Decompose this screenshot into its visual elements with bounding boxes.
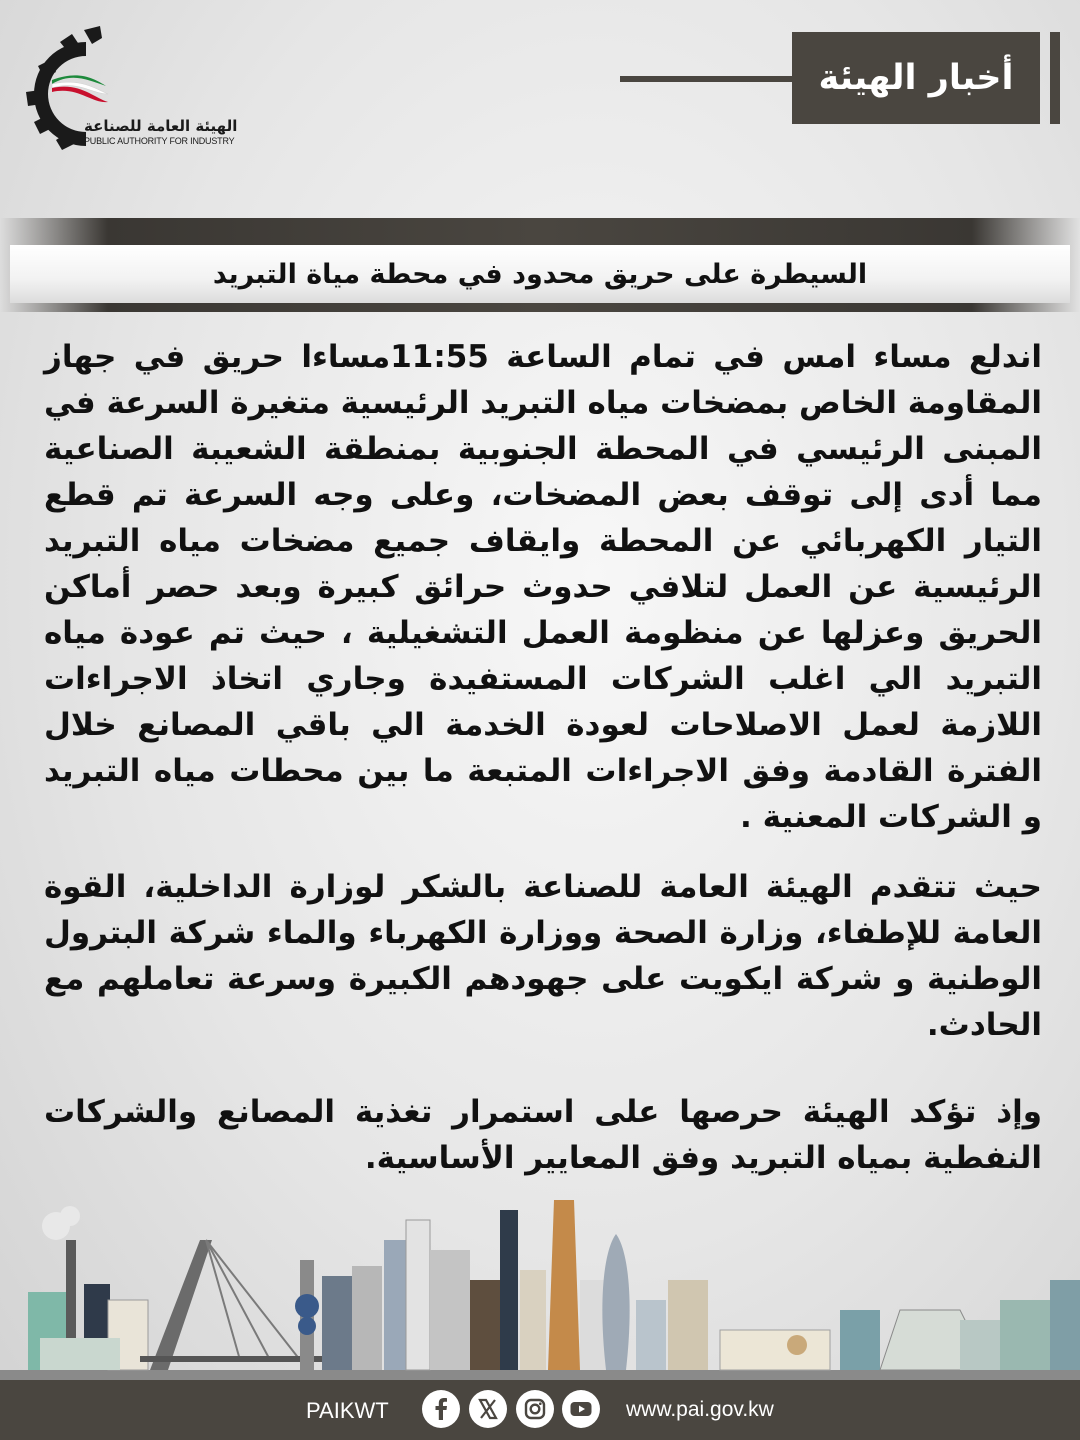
footer-bar bbox=[0, 1380, 1080, 1440]
logo-name-english: PUBLIC AUTHORITY FOR INDUSTRY bbox=[84, 136, 235, 146]
facebook-icon[interactable] bbox=[422, 1390, 460, 1428]
social-handle: PAIKWT bbox=[306, 1398, 389, 1423]
website-link[interactable]: www.pai.gov.kw bbox=[626, 1398, 774, 1421]
article-paragraph-1: اندلع مساء امس في تمام الساعة 11:55مساءا حريق في جهاز المقاومة الخاص بمضخات مياه التبريد الرئيسية متغيرة السرعة في المبنى الرئيسي في المحطة الجنوبية بمنطقة الشعيبة الصناعية مما أدى إلى توقف بعض المضخات، وعلى وجه السرعة تم قطع التيار الكهربائي عن المحطة وايقاف جميع مضخات مياه التبريد الرئيسية عن العمل لتلافي حدوث حرائق كبيرة وبعد حصر أماكن الحريق وعزلها عن منظومة العمل التشغيلية ، حيث تم عودة مياه التبريد الي اغلب الشركات المستفيدة وجاري اتخاذ الاجراءات اللازمة لعمل الاصلاحات لعودة الخدمة الي باقي المصانع خلال الفترة القادمة وفق الاجراءات المتبعة ما بين محطات مياه التبريد و الشركات المعنية . bbox=[43, 339, 1042, 835]
x-icon[interactable] bbox=[469, 1390, 507, 1428]
logo-name-arabic: الهيئة العامة للصناعة bbox=[84, 117, 238, 135]
article-paragraph-3: وإذ تؤكد الهيئة حرصها على استمرار تغذية المصانع والشركات النفطية بمياه التبريد وفق المعايير الأساسية. bbox=[44, 1094, 1042, 1176]
header-rule bbox=[620, 76, 796, 82]
section-title: أخبار الهيئة bbox=[792, 32, 1040, 124]
instagram-icon[interactable] bbox=[516, 1390, 554, 1428]
city-skyline-illustration bbox=[0, 1180, 1080, 1380]
title-panel bbox=[10, 245, 1070, 303]
title-banner bbox=[0, 218, 1080, 312]
youtube-icon[interactable] bbox=[562, 1390, 600, 1428]
article-title: السيطرة على حريق محدود في محطة مياة التبريد bbox=[212, 258, 868, 290]
header-accent-bar bbox=[1050, 32, 1060, 124]
article-paragraph-2: حيث تتقدم الهيئة العامة للصناعة بالشكر لوزارة الداخلية، القوة العامة للإطفاء، وزارة الصحة ووزارة الكهرباء والماء شركة البترول الوطنية و شركة ايكويت على جهودهم الكبيرة وسرعة تعاملهم مع الحادث. bbox=[44, 869, 1042, 1043]
